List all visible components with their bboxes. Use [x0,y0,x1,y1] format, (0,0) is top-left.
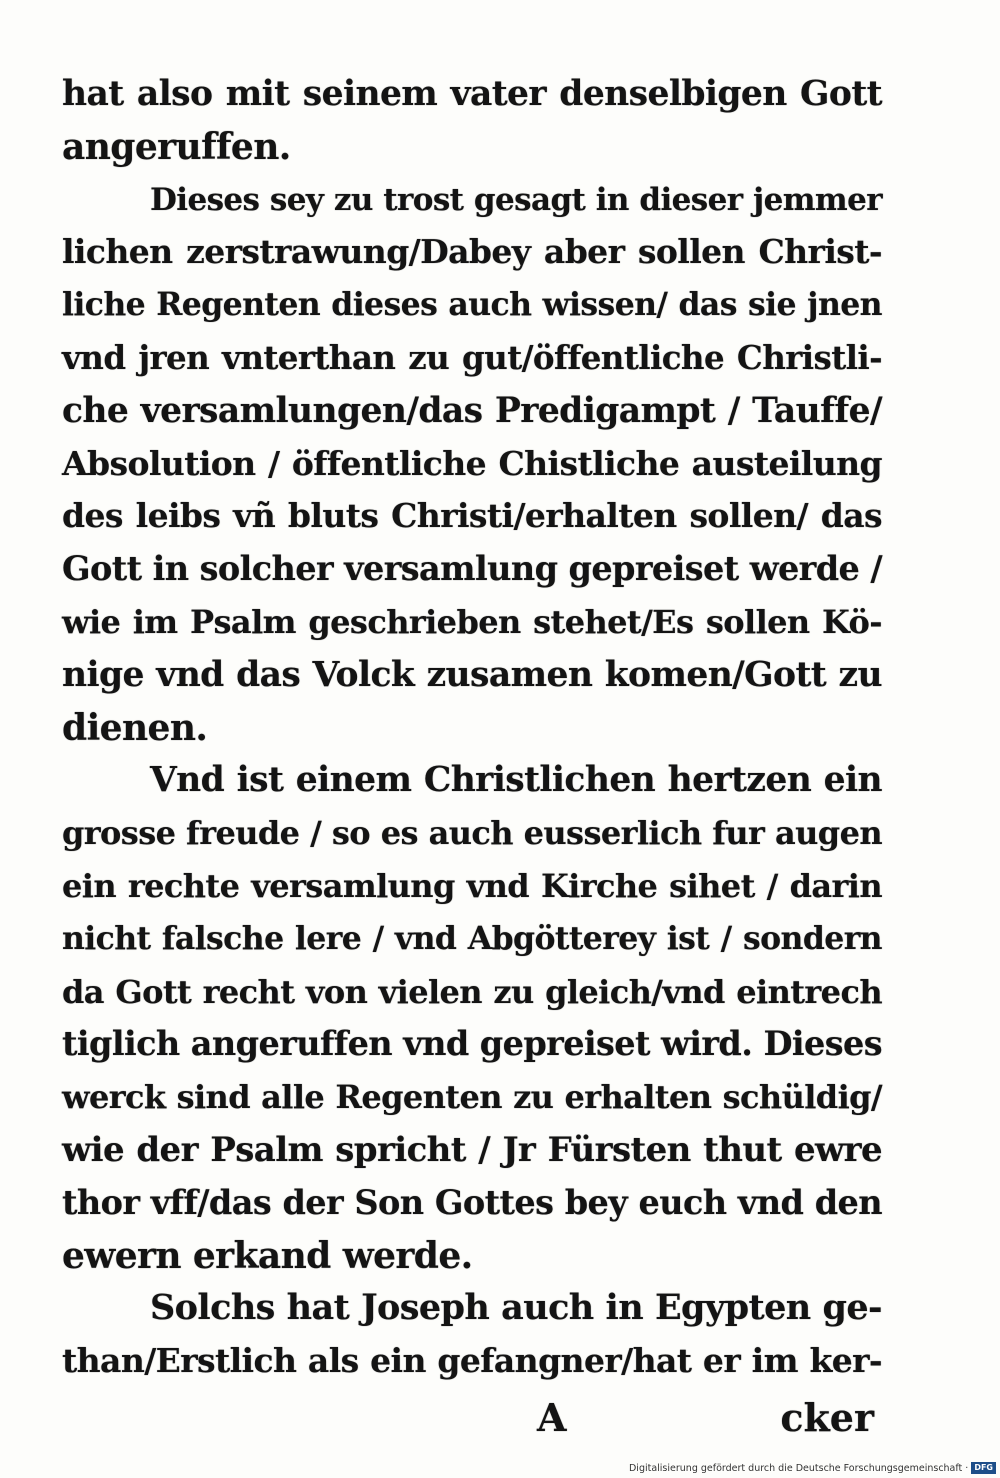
text-line-21: wie der Psalm spricht / Jr Fürsten thut ewre [62,1129,882,1170]
text-line-23: ewern erkand werde. [62,1234,473,1277]
text-line-16: ein rechte versamlung vnd Kirche sihet / darin [62,866,882,905]
credit-separator: · [965,1462,969,1474]
text-line-15: grosse freude / so es auch eusserlich fur augen [62,814,882,853]
text-line-4: lichen zerstrawung/Dabey aber sollen Christ- [62,232,882,272]
text-line-9: des leibs vñ bluts Christi/erhalten sollen/ das [62,496,882,536]
body-text [62,68,882,1448]
text-line-5: liche Regenten dieses auch wissen/ das sie jnen [62,286,882,324]
text-line-19: tiglich angeruffen vnd gepreiset wird. Dieses [62,1024,882,1064]
page-footer [62,1388,882,1448]
text-line-7: che versamlungen/das Predigampt / Tauffe/ [62,390,882,431]
dfg-logo-icon: DFG [971,1462,996,1474]
credit-text: Digitalisierung gefördert durch die Deutsche Forschungsgemeinschaft [628,1462,963,1474]
text-line-22: thor vff/das der Son Gottes bey euch vnd den [62,1182,882,1222]
text-line-13: dienen. [62,706,208,749]
text-line-14: Vnd ist einem Christlichen hertzen ein [150,760,882,801]
digitization-credit [629,1462,996,1474]
text-line-17: nicht falsche lere / vnd Abgötterey ist / sondern [62,919,882,957]
text-line-11: wie im Psalm geschrieben stehet/Es sollen Kö- [62,602,882,641]
text-line-12: nige vnd das Volck zusamen komen/Gott zu [62,654,882,695]
text-line-24: Solchs hat Joseph auch in Egypten ge- [150,1287,882,1329]
text-line-8: Absolution / öffentliche Chistliche austeilung [62,443,882,483]
text-line-3: Dieses sey zu trost gesagt in dieser jemmer [150,181,882,218]
text-line-20: werck sind alle Regenten zu erhalten schüldig/ [62,1078,882,1117]
text-line-2: angeruffen. [62,125,291,168]
catchword: cker [780,1394,874,1440]
text-line-18: da Gott recht von vielen zu gleich/vnd eintrech [62,972,882,1011]
text-line-25: than/Erstlich als ein gefangner/hat er im ker- [62,1341,882,1381]
text-line-1: hat also mit seinem vater denselbigen Gott [62,74,882,114]
signature-mark: A [537,1394,567,1440]
text-line-10: Gott in solcher versamlung gepreiset werde / [62,549,882,589]
text-line-6: vnd jren vnterthan zu gut/öffentliche Christli- [62,337,882,377]
